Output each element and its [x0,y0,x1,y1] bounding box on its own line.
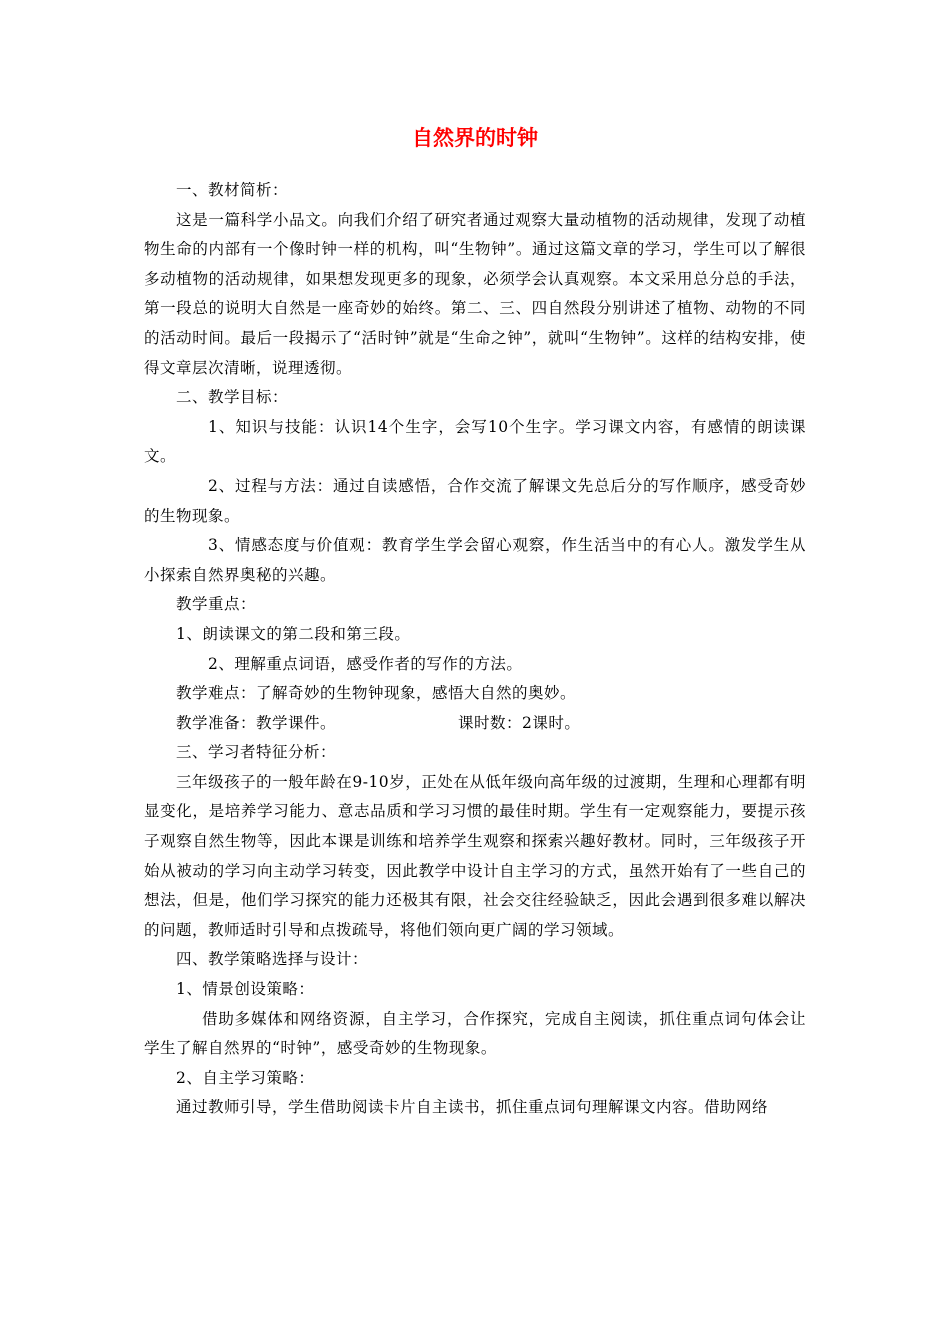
section-heading: 四、教学策略选择与设计： [176,950,369,969]
body-paragraph: 三年级孩子的一般年龄在9-10岁，正处在从低年级向高年级的过渡期，生理和心理都有明显变化，是培养学习能力、意志品质和学习习惯的最佳时期。学生有一定观察能力，要提示孩子观察自然生物等，因此本课是训练和培养学生观察和探索兴趣好教材。同时，三年级孩子开始从被动的学习向主动学习转变，因此教学中设计自主学习的方式，虽然开始有了一些自己的想法，但是，他们学习探究的能力还极其有限，社会交往经验缺乏，因此会遇到很多难以解决的问题，教师适时引导和点拨疏导，将他们领向更广阔的学习领域。 [144,772,806,939]
section-heading: 三、学习者特征分析： [176,743,337,762]
objective-item: 2、过程与方法：通过自读感悟，合作交流了解课文先总后分的写作顺序，感受奇妙的生物现象。 [144,476,806,525]
objective-item: 3、情感态度与价值观：教育学生学会留心观察，作生活当中的有心人。激发学生从小探索自然界奥秘的兴趣。 [144,536,806,584]
key-point-item: 1、朗读课文的第二段和第三段。 [176,624,411,643]
body-paragraph: 通过教师引导，学生借助阅读卡片自主读书，抓住重点词句理解课文内容。借助网络 [176,1098,769,1117]
section-heading: 二、教学目标： [176,388,289,407]
prep-line [144,709,806,739]
body-paragraph: 借助多媒体和网络资源，自主学习，合作探究，完成自主阅读，抓住重点词句体会让学生了解自然界的“时钟”，感受奇妙的生物现象。 [144,1009,806,1058]
prep-materials: 教学准备：教学课件。 [176,713,337,732]
strategy-heading: 1、情景创设策略： [176,980,315,999]
strategy-heading: 2、自主学习策略： [176,1068,315,1087]
document-page [144,118,806,1123]
key-point-item: 2、理解重点词语，感受作者的写作的方法。 [208,654,523,673]
key-points-label: 教学重点： [176,595,257,614]
class-hours: 课时数：2课时。 [458,713,581,732]
section-heading: 一、教材简析： [176,181,289,199]
objective-item: 1、知识与技能：认识14个生字，会写10个生字。学习课文内容，有感情的朗读课文。 [144,417,806,466]
difficulty-line: 教学难点：了解奇妙的生物钟现象，感悟大自然的奥妙。 [176,684,577,703]
body-paragraph: 这是一篇科学小品文。向我们介绍了研究者通过观察大量动植物的活动规律，发现了动植物生命的内部有一个像时钟一样的机构，叫“生物钟”。通过这篇文章的学习，学生可以了解很多动植物的活动规律，如果想发现更多的现象，必须学会认真观察。本文采用总分总的手法，第一段总的说明大自然是一座奇妙的始终。第二、三、四自然段分别讲述了植物、动物的不同的活动时间。最后一段揭示了“活时钟”就是“生命之钟”，就叫“生物钟”。这样的结构安排，使得文章层次清晰，说理透彻。 [144,210,806,377]
document-title: 自然界的时钟 [412,125,538,150]
